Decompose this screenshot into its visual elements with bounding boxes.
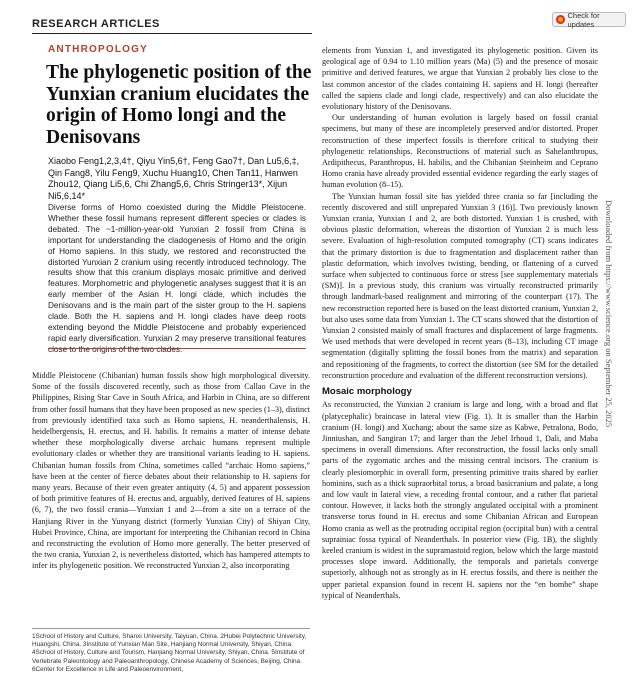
header-rule [32, 33, 312, 34]
check-updates-label: Check for updates [567, 10, 600, 29]
article-title: The phylogenetic position of the Yunxian cranium elucidates the origin of Homo longi and the Denisovans [46, 62, 312, 148]
intro-text: Middle Pleistocene (Chibanian) human fossils show high morphological diversity. Some of the fossils discovered recently, such as those from Callao Cave in the Philippines, Rising Star Cave in South Africa, and Harbin in China, are so different from other fossil humans that they have been proposed as new species (1–3), distinct from previously identified taxa such as Homo sapiens, H. neanderthalensis, H. heidelbergensis, H. erectus, and H. habilis. It remains a matter of intense debate whether these morphologically diverse archaic humans represent multiple evolutionary clades or whether they are transitional variants leading to H. sapiens. Chibanian human fossils from China, sometimes called “archaic Homo sapiens,” have been at the center of fierce debates about their relationship to H. sapiens for many years. Because of their even greater antiquity (4, 5) and apparent possession of both primitive features of H. erectus and, arguably, derived features of H. sapiens (6, 7), the two fossil crania—Yunxian 1 and 2—from a site on a terrace of the Hanjiang River in the Yunyang district (formerly Yunxian City) of Shiyan City, Hubei Province, China, are important for interpreting the Chibanian record in China and reconstructing the evolution of Homo more generally. The better preserved of the two crania, Yunxian 2, is nevertheless distorted, which has hampered attempts to infer its phylogenetic position. We reconstructed Yunxian 2, also incorporating [32, 371, 310, 571]
paragraph-4: As reconstructed, the Yunxian 2 cranium is large and long, with a broad and flat (platycephalic) braincase in lateral view (Fig. 1). It is smaller than the Harbin cranium (H. longi) and Xuchang; about the same size as Kabwe, Petralona, Bodo, Jinniushan, and Sangiran 17; and larger than the Jebel Irhoud 1, Dali, and Maba specimens in overall dimensions. After reconstruction, the fossil lacks only small parts of the zygomatic arches and the missing central incisors. The cranium is clearly plesiomorphic in overall form, presenting primitive traits shared by earlier hominins, such as a thick supraorbital torus, a broad basicranium and palate, a long and low vault in lateral view, a receding frontal contour, and a rather flat parietal contour. However, it lacks both the strongly angulated occipital with a prominent transverse torus found in H. erectus and some Chibanian African and European Homo crania as well as the protruding occipital region (occipital bun) with a central suprainiac fossa typical of Neanderthals. In posterior view (Fig. 1B), the slightly keeled cranium is widest in the supramastoid region, below which the large mastoid processes slope inward. Additionally, the temporals and parietals converge superiorly, although not as strongly as in H. erectus fossils, and there is neither the upper parietal expansion found in recent H. sapiens nor the “en bombe” shape typical of Neanderthals. [322, 400, 598, 600]
section-label: RESEARCH ARTICLES [32, 18, 160, 30]
section-heading: Mosaic morphology [322, 386, 412, 398]
abstract: Diverse forms of Homo coexisted during the Middle Pleistocene. Whether these fossil humans represent different species or clades is debated. The ~1-million-year-old Yunxian 2 fossil from China is important for understanding the cladogenesis of Homo and the origin of Homo sapiens. In this study, we restored and reconstructed the distorted Yunxian 2 cranium using recently introduced technology. The results show that this cranium displays mosaic primitive and derived features. Morphometric and phylogenetic analyses suggest that it is an early member of the Asian H. longi clade, which includes the Denisovans and is the main part of the sister group to the H. sapiens clade. Both the H. sapiens and H. longi clades have deep roots extending beyond the Middle Pleistocene and probably experienced rapid early diversification. Yunxian 2 may preserve transitional features close to the origins of the two clades. [48, 203, 306, 354]
crossmark-icon [556, 15, 565, 24]
download-note: Downloaded from https://www.science.org on September 25, 2025 [604, 200, 614, 428]
paragraph-2: Our understanding of human evolution is largely based on fossil cranial specimens, but many of these are incompletely preserved and/or distorted. Proper reconstruction of these imperfect fossils is therefore critical to studying their phylogenetic relationships. Reconstructions of material such as Sahelanthropus, Ardipithecus, Paranthropus, H. habilis, and the Chibanian Steinheim and Ceprano Homo crania have already provided essential evidence regarding the early stages of human evolution (8–15). [322, 113, 598, 190]
footnote-rule [32, 628, 310, 629]
paragraph-3: The Yunxian human fossil site has yielded three crania so far [including the recently discovered and still unprepared Yunxian 3 (16)]. Two previously known Yunxian crania, Yunxian 1 and 2, are both distorted. Yunxian 1 is crushed, with obvious plastic deformation, whereas the distortion of Yunxian 2 is much less severe. Evaluation of high-resolution computed tomography (CT) scans indicates that the primary distortion is due to fragmentation and displacement rather than plastic deformation, which involves twisting, bending, or flattening of a curved surface when subjected to continuous force or stress [see supplementary materials (SM)]. In a previous study, this cranium was virtually reconstructed primarily through landmark-based realignment and mirroring of the counterpart (17). The new reconstruction reported here is based on the least distorted cranium, Yunxian 2, but also uses some data from Yunxian 1. The CT scans showed that the distortion of Yunxian 2 consisted mainly of small fractures and displacement of large fragments. We used methods that were developed in recent years (8–13), including CT image segmentation (digitally splitting the fossil bones from the matrix) and separation and repositioning of the fragments, to correct the distortion (see SM for the detailed reconstruction procedure and evaluation of the different reconstruction versions). [322, 191, 598, 380]
paragraph-1: elements from Yunxian 1, and investigated its phylogenetic position. Given its geological age of 0.94 to 1.10 million years (Ma) (5) and the presence of mosaic primitive and derived features, we argue that Yunxian 2 probably lies close to the last common ancestor of the clades containing H. sapiens and H. longi (hereafter called the sapiens clade and longi clade, respectively) and can also elucidate the evolutionary history of the Denisovans. [322, 46, 598, 112]
author-list: Xiaobo Feng1,2,3,4†, Qiyu Yin5,6†, Feng Gao7†, Dan Lu5,6,‡, Qin Fang8, Yilu Feng9, Xuchu Huang10, Chen Tan11, Hanwen Zhou12, Qiang Li5,6, Chi Zhang5,6, Chris Stringer13*, Xijun Ni5,6,14* [48, 156, 300, 201]
affiliations: 1School of History and Culture, Shanxi University, Taiyuan, China. 2Hubei Polytechnic University, Huangshi, China. 3Institute of Yunxian Man Site, Hanjiang Normal University, Shiyan, China. 4School of History, Culture and Tourism, Hanjiang Normal University, Shiyan, China. 5Institute of Vertebrate Paleontology and Paleoanthropology, Chinese Academy of Sciences, Beijing, China. 6Center for Excellence in Life and Paleoenvironment, [32, 633, 307, 673]
check-updates-button[interactable] [552, 12, 626, 27]
article-category: ANTHROPOLOGY [48, 44, 148, 55]
abstract-rule [48, 348, 306, 349]
right-column [322, 45, 598, 601]
